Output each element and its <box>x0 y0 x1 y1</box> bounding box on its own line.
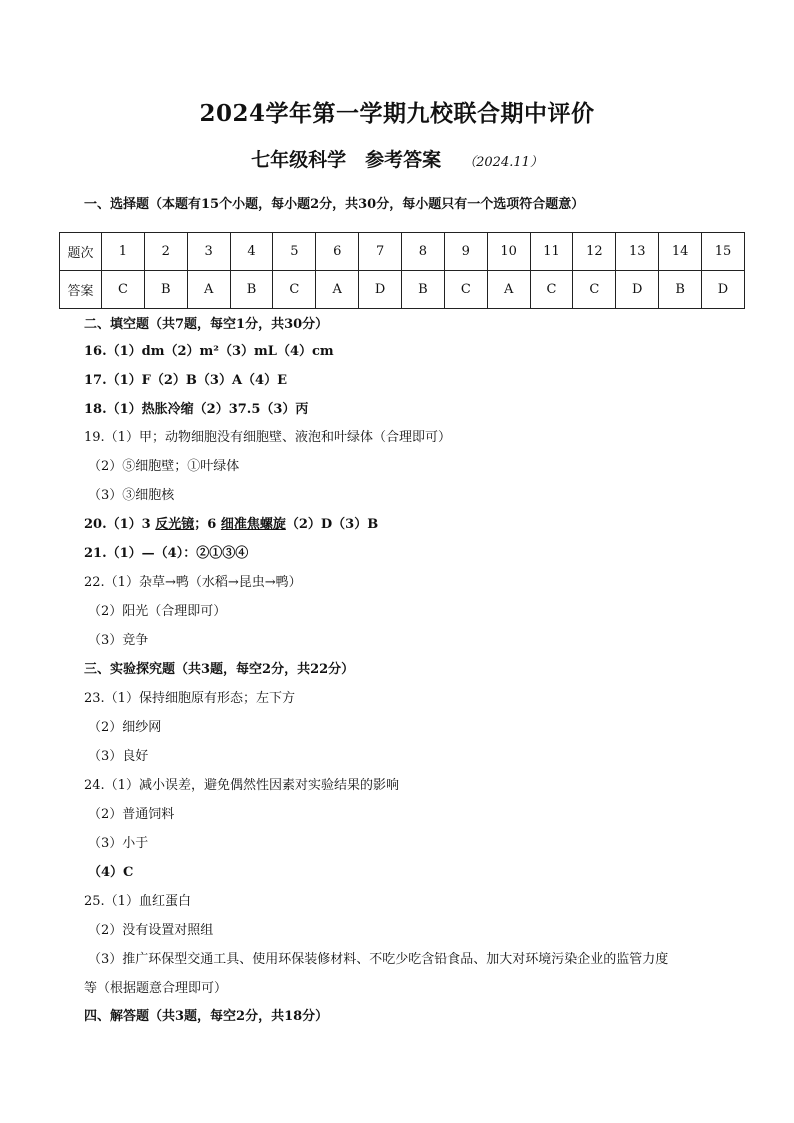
table-cell: 10 <box>487 233 530 271</box>
answer-line: （3）良好 <box>88 749 149 764</box>
answer-line: （2）普通饲料 <box>88 807 175 822</box>
answer-line: （2）⑤细胞壁；①叶绿体 <box>88 459 240 474</box>
answer-line: 22.（1）杂草→鸭（水稻→昆虫→鸭） <box>84 575 302 590</box>
table-row-label: 题次 <box>60 233 102 271</box>
table-row-label: 答案 <box>60 271 102 309</box>
table-cell: 9 <box>444 233 487 271</box>
choice-answer-table <box>59 232 745 309</box>
table-cell: A <box>487 271 530 309</box>
table-cell: 8 <box>402 233 445 271</box>
table-cell: C <box>273 271 316 309</box>
table-cell: 14 <box>659 233 702 271</box>
answer-line: 25.（1）血红蛋白 <box>84 894 191 909</box>
table-cell: A <box>316 271 359 309</box>
answer-line <box>84 513 378 532</box>
table-cell: 2 <box>144 233 187 271</box>
section2-heading: 二、填空题（共7题，每空1分，共30分） <box>84 317 329 332</box>
table-cell: D <box>616 271 659 309</box>
table-cell: D <box>702 271 745 309</box>
answer-line: 21.（1）—（4）：②①③④ <box>84 546 249 561</box>
answer-line: 18.（1）热胀冷缩（2）37.5（3）丙 <box>84 402 309 417</box>
answer-line: （2）细纱网 <box>88 720 162 735</box>
table-cell: C <box>102 271 145 309</box>
table-cell: B <box>659 271 702 309</box>
table-cell: C <box>444 271 487 309</box>
table-row-question-numbers <box>60 233 745 271</box>
answer-fragment: 20.（1）3 <box>84 517 151 532</box>
answer-fragment: （2）D（3）B <box>285 517 379 532</box>
table-cell: 5 <box>273 233 316 271</box>
answer-fragment: ；6 <box>194 517 217 532</box>
table-cell: C <box>530 271 573 309</box>
answer-line: （3）竞争 <box>88 633 149 648</box>
section3-heading: 三、实验探究题（共3题，每空2分，共22分） <box>84 662 355 677</box>
table-cell: 11 <box>530 233 573 271</box>
table-cell: B <box>144 271 187 309</box>
table-cell: D <box>359 271 402 309</box>
page-subtitle <box>0 145 794 172</box>
page-title: 2024学年第一学期九校联合期中评价 <box>199 100 595 127</box>
answer-line: 17.（1）F（2）B（3）A（4）E <box>84 373 288 388</box>
table-cell: 4 <box>230 233 273 271</box>
answer-line: 16.（1）dm（2）m²（3）mL（4）cm <box>84 344 334 359</box>
answer-line: （2）没有设置对照组 <box>88 923 214 938</box>
answer-line: （3）小于 <box>88 836 149 851</box>
table-cell: 12 <box>573 233 616 271</box>
table-cell: 13 <box>616 233 659 271</box>
table-cell: C <box>573 271 616 309</box>
answer-line: 19.（1）甲；动物细胞没有细胞壁、液泡和叶绿体（合理即可） <box>84 430 451 445</box>
table-cell: 15 <box>702 233 745 271</box>
answer-line: （4）C <box>88 865 134 880</box>
table-cell: 1 <box>102 233 145 271</box>
answer-line: （3）③细胞核 <box>88 488 175 503</box>
table-cell: 6 <box>316 233 359 271</box>
table-cell: A <box>187 271 230 309</box>
section4-heading: 四、解答题（共3题，每空2分，共18分） <box>84 1009 329 1024</box>
answer-line: 24.（1）减小误差，避免偶然性因素对实验结果的影响 <box>84 778 399 793</box>
section1-heading: 一、选择题（本题有15个小题，每小题2分，共30分，每小题只有一个选项符合题意） <box>84 197 585 212</box>
subtitle-text: 七年级科学 参考答案 <box>251 149 442 171</box>
table-cell: 3 <box>187 233 230 271</box>
answer-fragment-underlined: 细准焦螺旋 <box>220 517 286 532</box>
answer-line: 23.（1）保持细胞原有形态；左下方 <box>84 691 295 706</box>
table-cell: B <box>402 271 445 309</box>
subtitle-date: （2024.11） <box>463 155 543 170</box>
answer-line: （2）阳光（合理即可） <box>88 604 227 619</box>
table-cell: 7 <box>359 233 402 271</box>
table-row-answers <box>60 271 745 309</box>
answer-line: （3）推广环保型交通工具、使用环保装修材料、不吃少吃含铅食品、加大对环境污染企业的监管力度 <box>88 952 669 967</box>
table-cell: B <box>230 271 273 309</box>
answer-line: 等（根据题意合理即可） <box>84 981 228 996</box>
answer-fragment-underlined: 反光镜 <box>155 517 195 532</box>
